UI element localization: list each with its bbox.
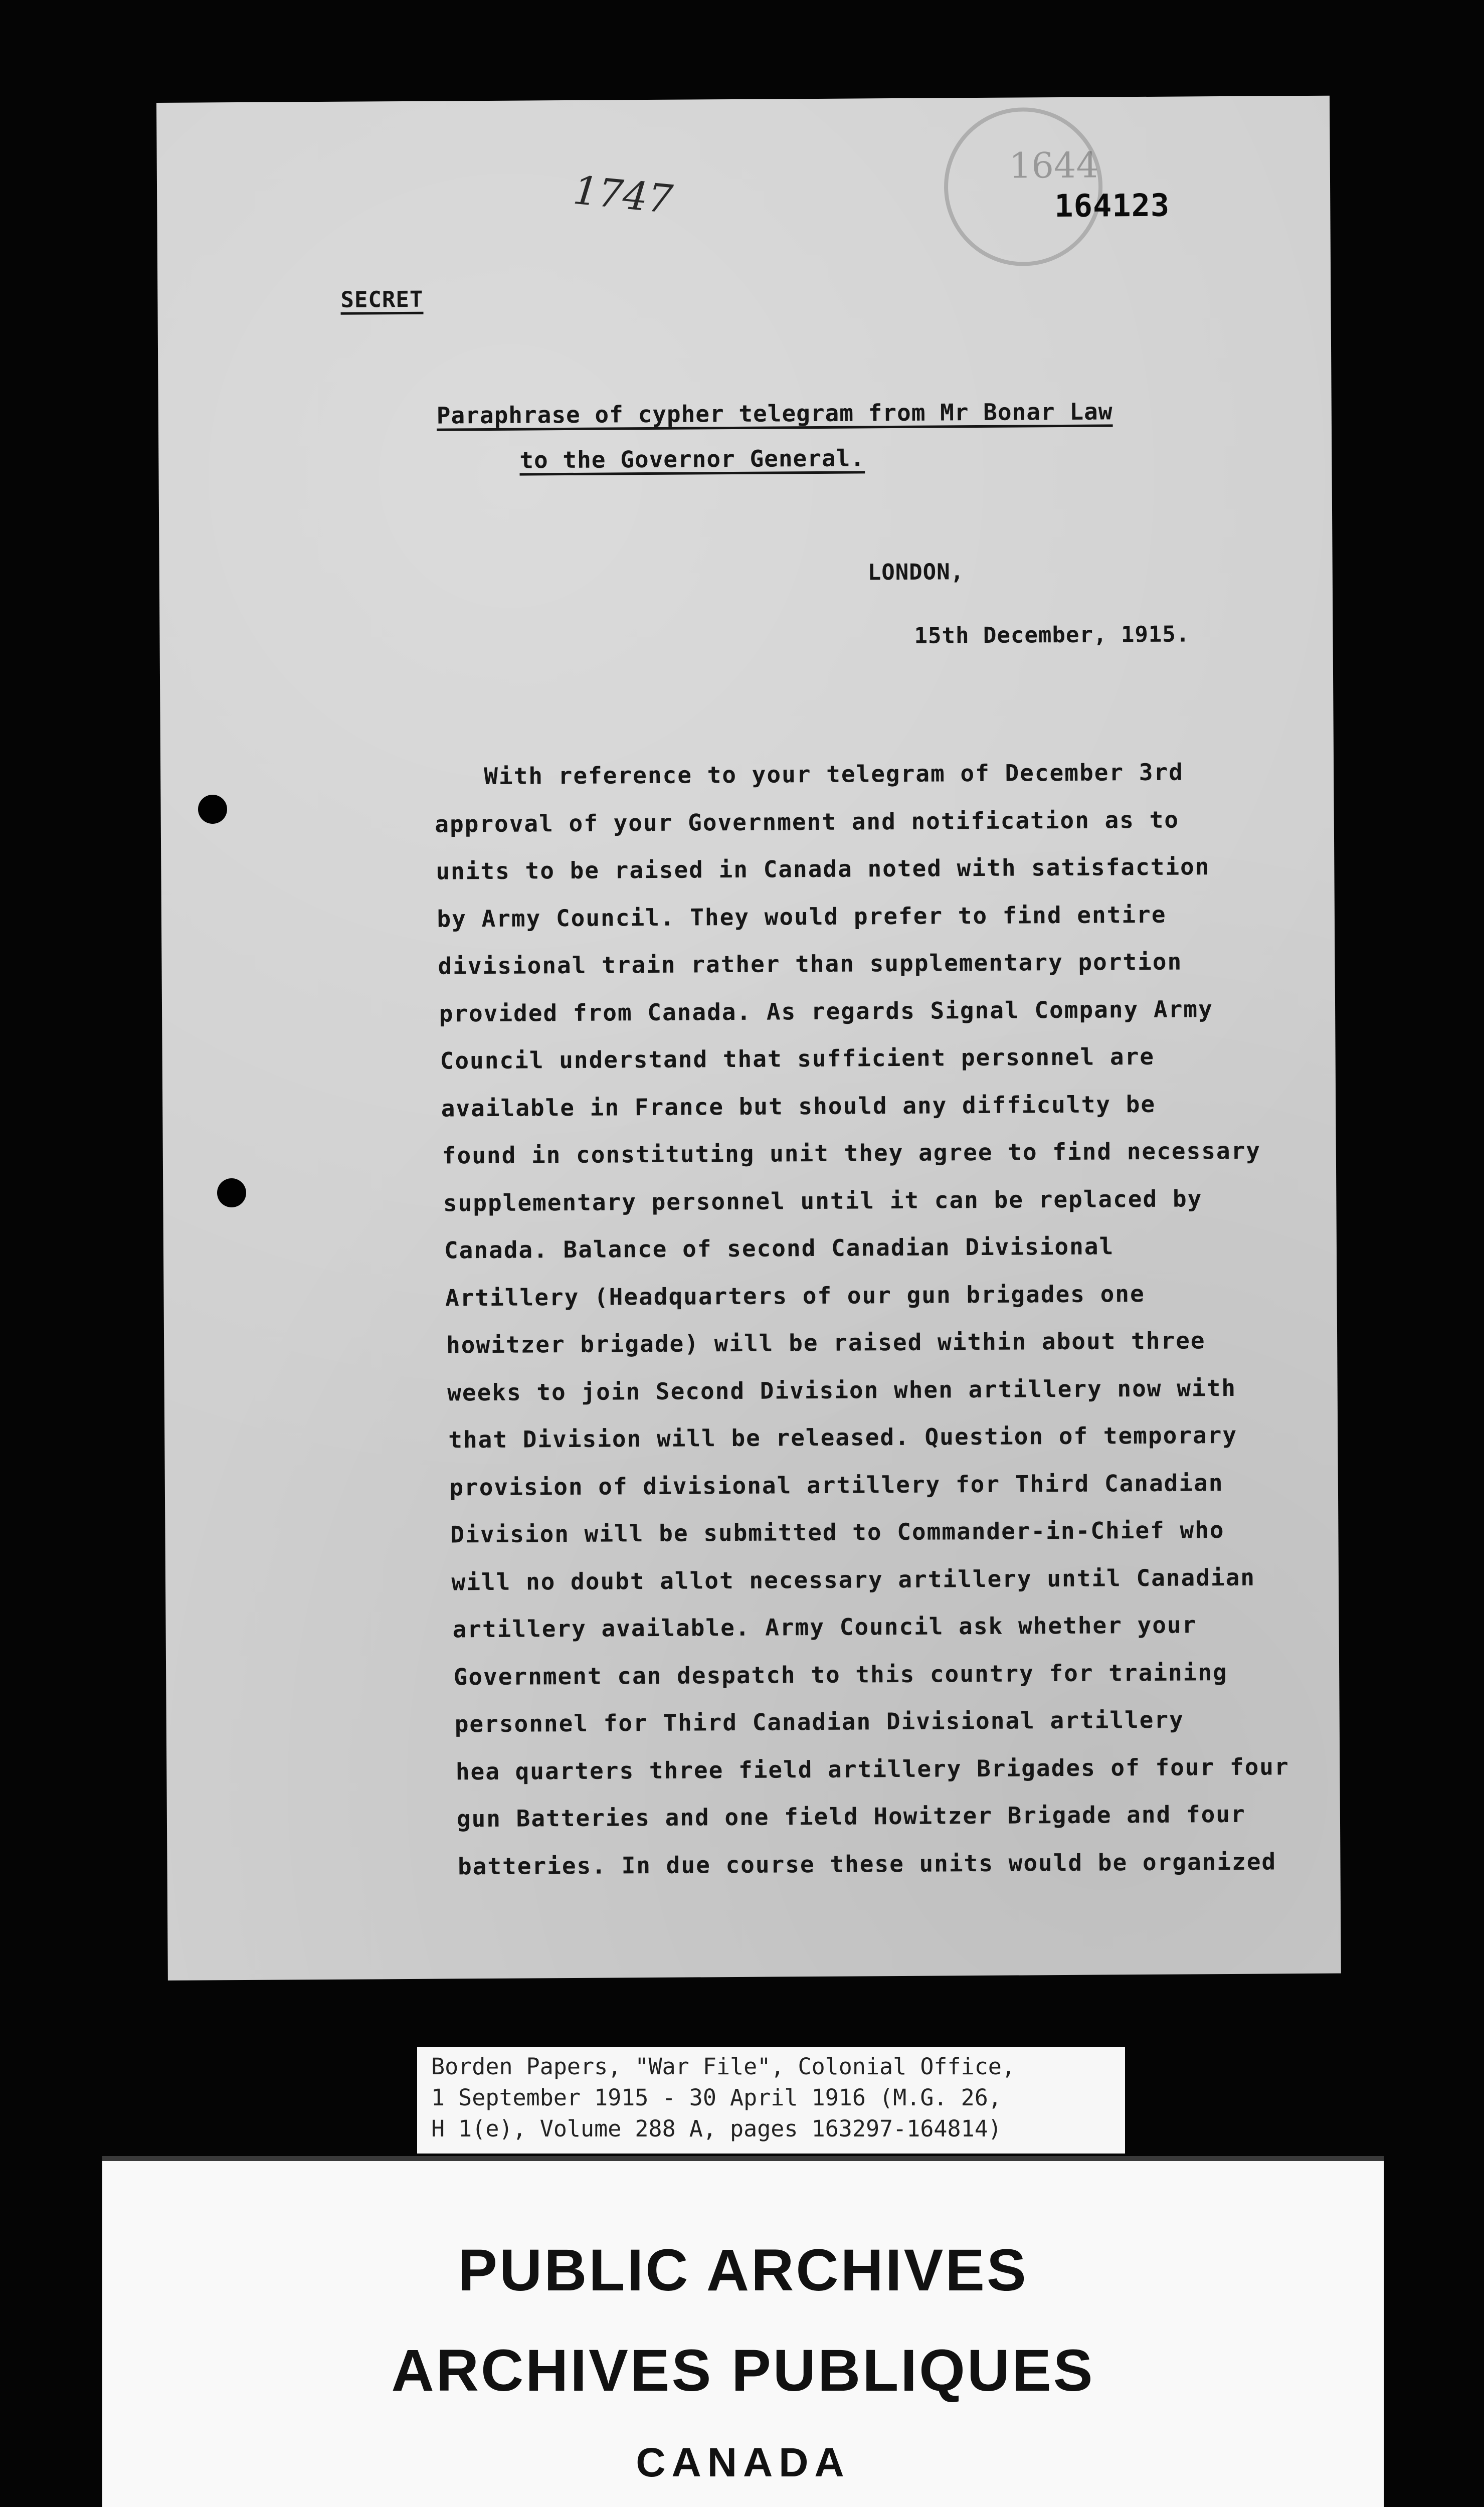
telegram-place: LONDON, bbox=[867, 559, 965, 586]
body-text-line: that Division will be released. Question of temporary bbox=[448, 1421, 1238, 1454]
archives-title-fr: ARCHIVES PUBLIQUES bbox=[391, 2338, 1095, 2404]
faint-stamp-number: 1644 bbox=[1009, 144, 1099, 187]
body-text-line: Council understand that sufficient personnel are bbox=[440, 1042, 1155, 1075]
body-text-line: Division will be submitted to Commander-in-Chief who bbox=[450, 1516, 1225, 1548]
document-title-line1: Paraphrase of cypher telegram from Mr Bonar Law bbox=[436, 398, 1113, 429]
body-text-line: found in constituting unit they agree to find necessary bbox=[442, 1137, 1261, 1169]
body-text-line: provided from Canada. As regards Signal Company Army bbox=[439, 995, 1213, 1027]
body-text-line: Artillery (Headquarters of our gun brigades one bbox=[445, 1280, 1145, 1312]
telegram-date: 15th December, 1915. bbox=[914, 621, 1190, 649]
body-text-line: Government can despatch to this country for training bbox=[453, 1658, 1228, 1690]
body-text-line: units to be raised in Canada noted with satisfaction bbox=[436, 853, 1210, 885]
punch-hole bbox=[198, 795, 227, 824]
body-text-line: gun Batteries and one field Howitzer Brigade and four bbox=[456, 1800, 1246, 1833]
archives-country: CANADA bbox=[636, 2440, 850, 2485]
body-text-line: batteries. In due course these units would be organized bbox=[457, 1847, 1277, 1880]
archive-stamp bbox=[944, 107, 1103, 266]
reference-line: Borden Papers, "War File", Colonial Office, bbox=[431, 2053, 1015, 2080]
document-page bbox=[156, 96, 1341, 1981]
body-text-line: Canada. Balance of second Canadian Divisional bbox=[444, 1232, 1115, 1264]
body-text-line: weeks to join Second Division when artillery now with bbox=[447, 1374, 1237, 1406]
body-text-line: With reference to your telegram of December 3rd bbox=[484, 758, 1184, 790]
handwritten-number: 1747 bbox=[571, 167, 675, 223]
page-stamp-number: 164123 bbox=[1054, 187, 1170, 225]
archives-card bbox=[102, 2156, 1384, 2507]
body-text-line: provision of divisional artillery for Third Canadian bbox=[449, 1469, 1224, 1501]
body-text-line: divisional train rather than supplementary portion bbox=[438, 948, 1183, 980]
archives-title-en: PUBLIC ARCHIVES bbox=[458, 2237, 1028, 2303]
body-text-line: approval of your Government and notification as to bbox=[435, 806, 1180, 838]
body-text-line: artillery available. Army Council ask whether your bbox=[452, 1611, 1197, 1643]
classification-label: SECRET bbox=[340, 286, 424, 313]
body-text-line: will no doubt allot necessary artillery until Canadian bbox=[451, 1563, 1256, 1595]
reference-line: 1 September 1915 - 30 April 1916 (M.G. 26, bbox=[431, 2084, 1002, 2111]
body-text-line: personnel for Third Canadian Divisional artillery bbox=[454, 1706, 1184, 1738]
body-text-line: hea quarters three field artillery Brigades of four four bbox=[455, 1752, 1289, 1785]
body-text-line: by Army Council. They would prefer to find entire bbox=[437, 901, 1167, 933]
punch-hole bbox=[217, 1178, 246, 1207]
body-text-line: howitzer brigade) will be raised within about three bbox=[446, 1327, 1206, 1359]
body-text-line: supplementary personnel until it can be replaced by bbox=[443, 1184, 1203, 1217]
body-text-line: available in France but should any difficulty be bbox=[441, 1090, 1156, 1122]
reference-label bbox=[417, 2047, 1125, 2154]
document-title-line2: to the Governor General. bbox=[519, 444, 865, 474]
reference-line: H 1(e), Volume 288 A, pages 163297-164814) bbox=[431, 2115, 1002, 2142]
